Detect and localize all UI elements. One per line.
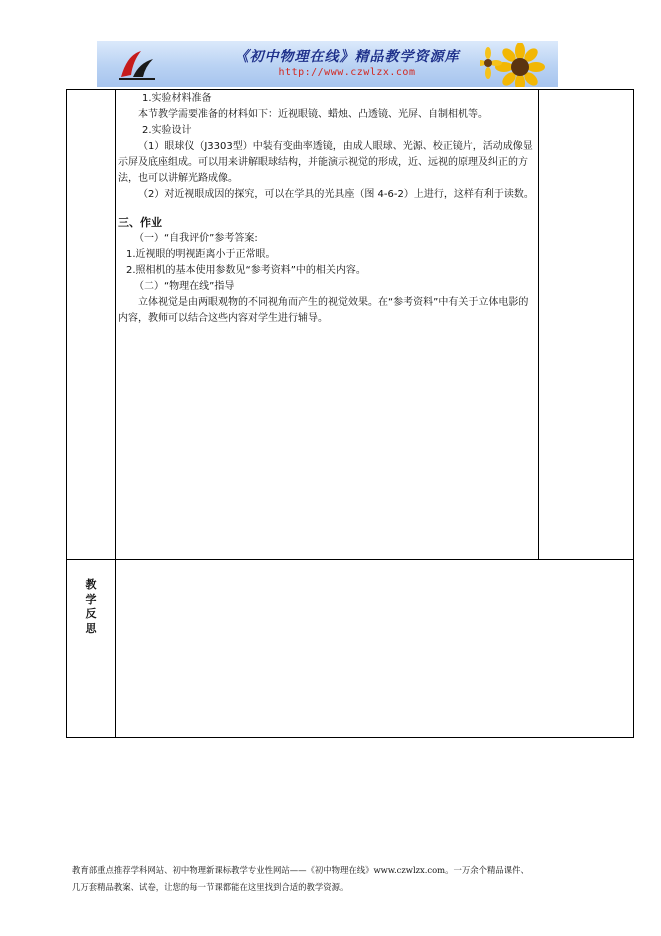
lesson-content <box>118 91 534 327</box>
reflection-char: 思 <box>85 621 97 635</box>
reflection-char: 教 <box>85 578 97 591</box>
table-divider-middle <box>66 559 634 560</box>
reflection-char: 反 <box>85 607 97 620</box>
footer-line-2: 几万套精品教案、试卷，让您的每一节课都能在这里找到合适的教学资源。 <box>72 882 349 892</box>
online-title: （二）“物理在线”指导 <box>134 281 235 292</box>
header-banner <box>97 41 558 87</box>
banner-url[interactable]: http://www.czwlzx.com <box>278 67 416 78</box>
table-border-left <box>66 89 67 738</box>
design-para-1: （1）眼球仪（J3303型）中装有变曲率透镜，由成人眼球、光源、校正镜片，活动成像显示屏及底座组成。可以用来讲解眼球结构，并能演示视觉的形成，近、远视的原理及纠正的方法，也可以讲解光路成像。 <box>118 141 533 184</box>
table-border-top <box>66 89 634 90</box>
table-border-right <box>633 89 634 738</box>
design-para-2: （2）对近视眼成因的探究，可以在学具的光具座（图 4-6-2）上进行，这样有利于读数。 <box>138 189 534 200</box>
design-heading: 2.实验设计 <box>142 125 192 136</box>
self-eval-title: （一）“自我评价”参考答案: <box>134 233 258 244</box>
online-body: 立体视觉是由两眼观物的不同视角而产生的视觉效果。在“参考资料”中有关于立体电影的内容，教师可以结合这些内容对学生进行辅导。 <box>118 297 529 324</box>
answer-2: 2.照相机的基本使用参数见“参考资料”中的相关内容。 <box>126 265 366 276</box>
reflection-label <box>68 578 114 636</box>
footer-line-1: 教育部重点推荐学科网站、初中物理新课标教学专业性网站——《初中物理在线》www.czwlzx.com。一万余个精品课件、 <box>72 865 529 875</box>
homework-heading: 三、作业 <box>118 216 162 229</box>
banner-title: 《初中物理在线》精品教学资源库 <box>234 49 460 65</box>
table-column-left <box>115 89 116 738</box>
materials-body: 本节教学需要准备的材料如下：近视眼镜、蜡烛、凸透镜、光屏、自制相机等。 <box>138 109 488 120</box>
table-border-bottom <box>66 737 634 738</box>
materials-heading: 1.实验材料准备 <box>142 93 212 104</box>
reflection-char: 学 <box>85 592 97 606</box>
page-footer <box>72 862 612 896</box>
sunflower-icon <box>480 43 550 87</box>
answer-1: 1.近视眼的明视距离小于正常眼。 <box>126 249 276 260</box>
table-column-right <box>538 89 539 560</box>
site-logo-icon <box>117 47 157 83</box>
